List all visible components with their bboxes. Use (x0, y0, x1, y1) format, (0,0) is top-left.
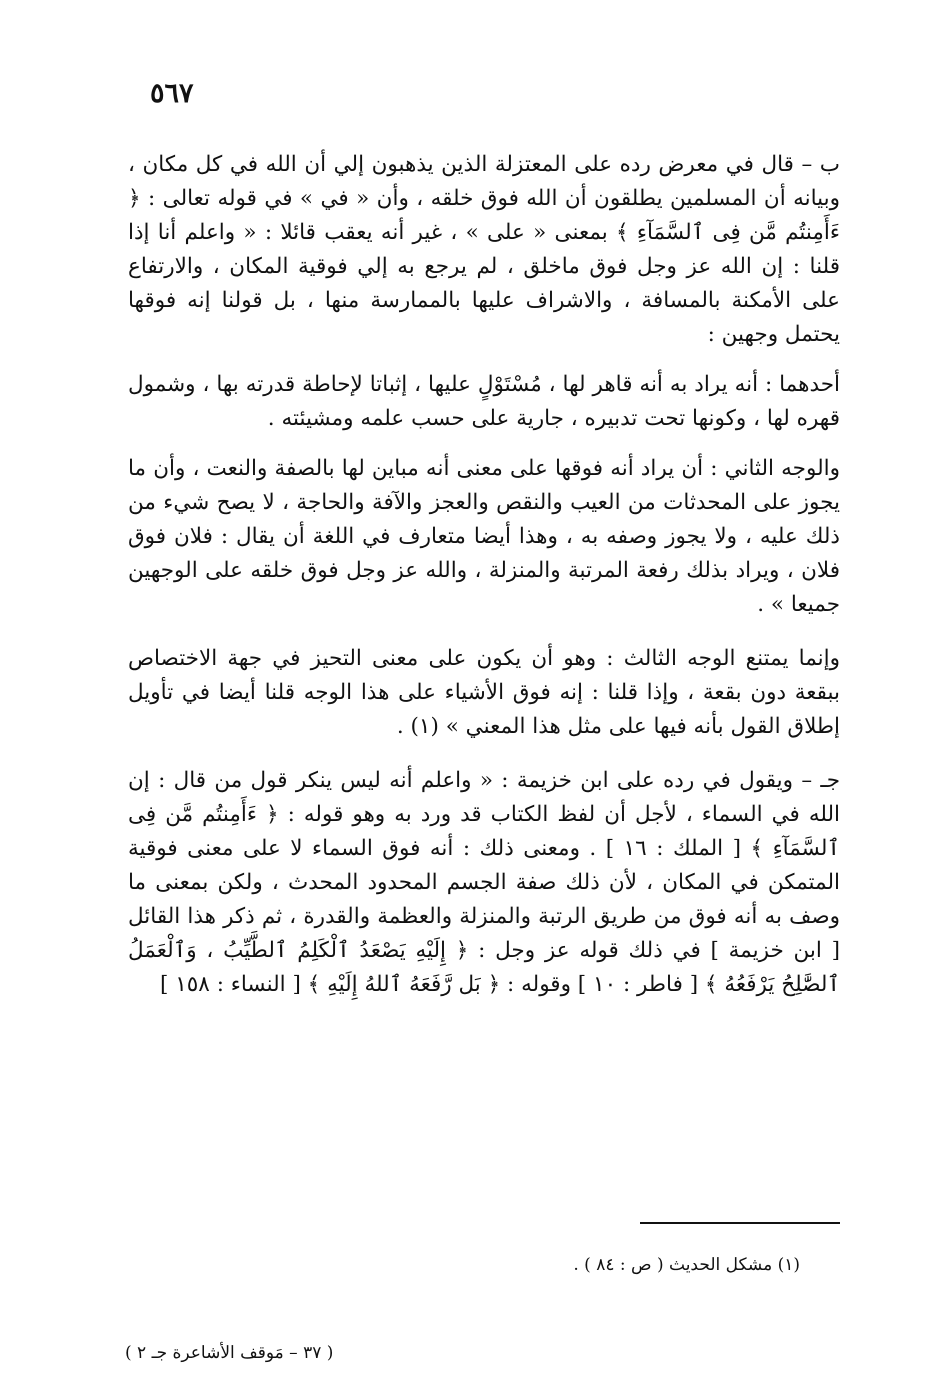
page-number: ٥٦٧ (150, 78, 194, 109)
main-text (128, 148, 840, 1020)
paragraph-1: ب – قال في معرض رده على المعتزلة الذين يذهبون إلي أن الله في كل مكان ، وبيانه أن المسلمين يطلقون أن الله فوق خلقه ، وأن « في » في قوله تعالى : ﴿ ءَأَمِنتُم مَّن فِى ٱلسَّمَآءِ ﴾ بمعنى « على » ، غير أنه يعقب قائلا : « واعلم أنا إذا قلنا : إن الله عز وجل فوق ماخلق ، لم يرجع به إلي فوقية المكان ، والارتفاع على الأمكنة بالمسافة ، والاشراف عليها بالممارسة منها ، بل قولنا إنه فوقها يحتمل وجهين : (128, 152, 840, 347)
paragraph-3: والوجه الثاني : أن يراد أنه فوقها على معنى أنه مباين لها بالصفة والنعت ، وأن ما يجوز على المحدثات من العيب والنقص والعجز والآفة والحاجة ، لا يصح شيء من ذلك عليه ، ولا يجوز وصفه به ، وهذا أيضا متعارف في اللغة أن يقال : فلان فوق فلان ، ويراد بذلك رفعة المرتبة والمنزلة ، والله عز وجل فوق خلقه على الوجهين جميعا » . (128, 456, 840, 617)
paragraph-2: أحدهما : أنه يراد به أنه قاهر لها ، مُسْتَوْلٍ عليها ، إثباتا لإحاطة قدرته بها ، وشمول قهره لها ، وكونها تحت تدبيره ، جارية على حسب علمه ومشيئته . (128, 372, 840, 431)
footnote-divider (640, 1222, 840, 1224)
page-footer: ( ٣٧ – مَوقف الأشاعرة جـ ٢ ) (125, 1343, 334, 1363)
paragraph-4: وإنما يمتنع الوجه الثالث : وهو أن يكون على معنى التحيز في جهة الاختصاص ببقعة دون بقعة ، وإذا قلنا : إنه فوق الأشياء على هذا الوجه قلنا أيضا في تأويل إطلاق القول بأنه فيها على مثل هذا المعني » (١) . (128, 646, 840, 739)
footnote: (١) مشكل الحديث ( ص : ٨٤ ) . (573, 1255, 800, 1275)
paragraph-5: جـ – ويقول في رده على ابن خزيمة : « واعلم أنه ليس ينكر قول من قال : إن الله في السماء ، لأجل أن لفظ الكتاب قد ورد به وهو قوله : ﴿ ءَأَمِنتُم مَّن فِى ٱلسَّمَآءِ ﴾ [ الملك : ١٦ ] . ومعنى ذلك : أنه فوق السماء لا على معنى فوقية المتمكن في المكان ، لأن ذلك صفة الجسم المحدود المحدث ، ولكن بمعنى ما وصف به أنه فوق من طريق الرتبة والمنزلة والعظمة والقدرة ، ثم ذكر هذا القائل [ ابن خزيمة ] في ذلك قوله عز وجل : ﴿ إِلَيْهِ يَصْعَدُ ٱلْكَلِمُ ٱلطَّيِّبُ ، وَٱلْعَمَلُ ٱلصَّٰلِحُ يَرْفَعُهُ ﴾ [ فاطر : ١٠ ] وقوله : ﴿ بَل رَّفَعَهُ ٱللهُ إِلَيْهِ ﴾ [ النساء : ١٥٨ ] (128, 768, 840, 997)
